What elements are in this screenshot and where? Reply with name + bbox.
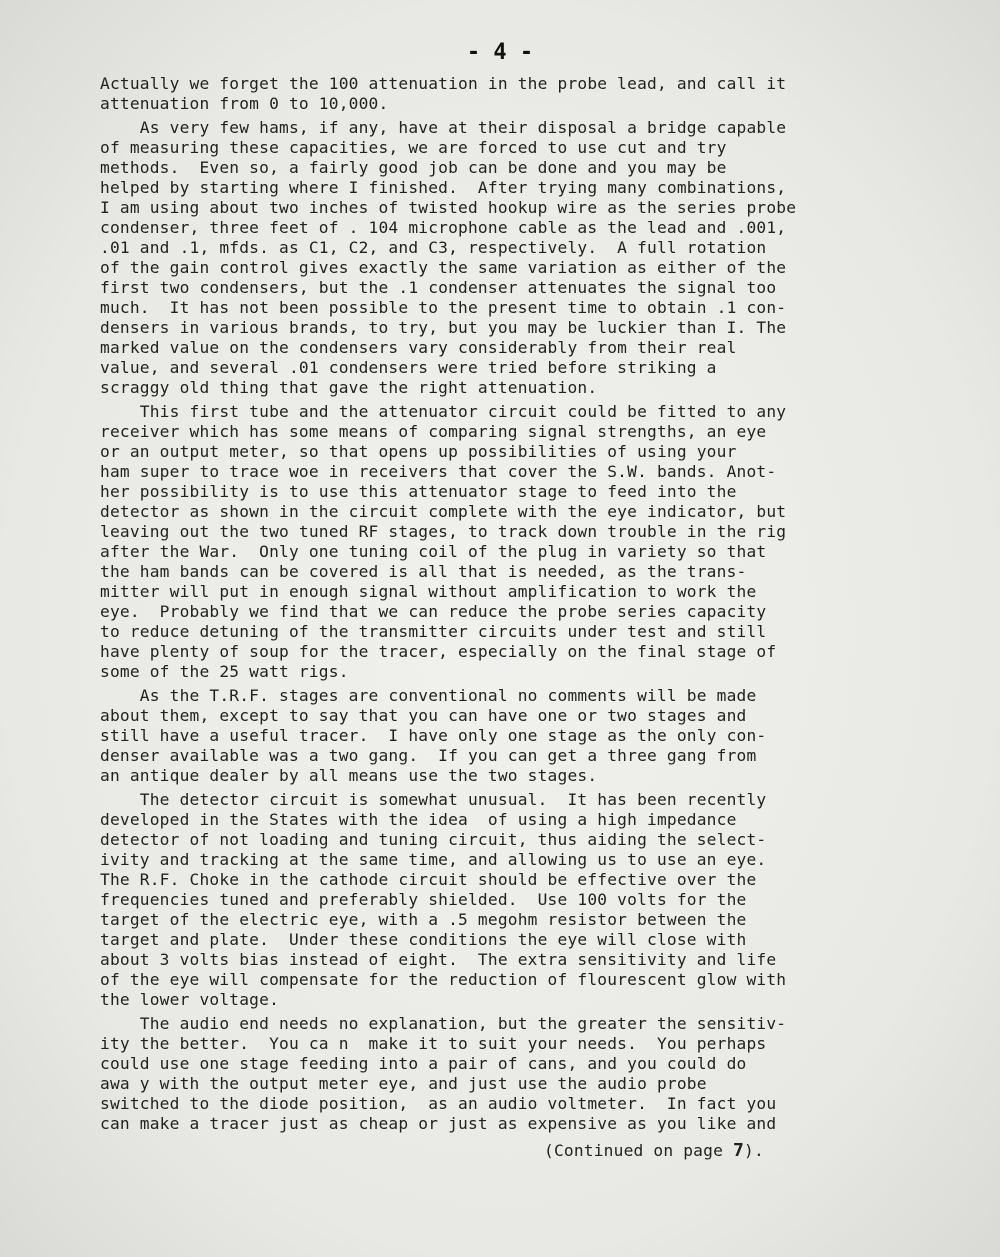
- text-line: of the gain control gives exactly the same variation as either of the: [100, 258, 787, 277]
- text-line: The detector circuit is somewhat unusual. It has been recently: [100, 790, 767, 809]
- text-line: densers in various brands, to try, but you may be luckier than I. The: [100, 318, 787, 337]
- text-line: leaving out the two tuned RF stages, to track down trouble in the rig: [100, 522, 787, 541]
- text-line: frequencies tuned and preferably shielded. Use 100 volts for the: [100, 890, 747, 909]
- text-line: ivity and tracking at the same time, and allowing us to use an eye.: [100, 850, 767, 869]
- text-line: marked value on the condensers vary considerably from their real: [100, 338, 737, 357]
- text-line: target and plate. Under these conditions the eye will close with: [100, 930, 747, 949]
- text-line: about 3 volts bias instead of eight. The extra sensitivity and life: [100, 950, 777, 969]
- page-number: - 4 -: [466, 40, 534, 65]
- text-line: This first tube and the attenuator circuit could be fitted to any: [100, 402, 787, 421]
- text-line: or an output meter, so that opens up possibilities of using your: [100, 442, 737, 461]
- text-line: of the eye will compensate for the reduction of flourescent glow with: [100, 970, 787, 989]
- text-line: attenuation from 0 to 10,000.: [100, 94, 389, 113]
- text-line: The R.F. Choke in the cathode circuit should be effective over the: [100, 870, 757, 889]
- text-line: awa y with the output meter eye, and just use the audio probe: [100, 1074, 707, 1093]
- text-line: the lower voltage.: [100, 990, 280, 1009]
- text-line: after the War. Only one tuning coil of the plug in variety so that: [100, 542, 767, 561]
- continued-prefix: (Continued on page: [544, 1141, 733, 1160]
- text-line: some of the 25 watt rigs.: [100, 662, 349, 681]
- text-line: Actually we forget the 100 attenuation in the probe lead, and call it: [100, 74, 787, 93]
- text-line: As very few hams, if any, have at their disposal a bridge capable: [100, 118, 787, 137]
- text-line: have plenty of soup for the tracer, especially on the final stage of: [100, 642, 777, 661]
- continued-note: [544, 1140, 764, 1161]
- text-line: detector as shown in the circuit complete with the eye indicator, but: [100, 502, 787, 521]
- text-line: still have a useful tracer. I have only one stage as the only con-: [100, 726, 767, 745]
- text-line: can make a tracer just as cheap or just as expensive as you like and: [100, 1114, 777, 1133]
- text-line: I am using about two inches of twisted hookup wire as the series probe: [100, 198, 797, 217]
- text-line: eye. Probably we find that we can reduce the probe series capacity: [100, 602, 767, 621]
- continued-suffix: ).: [744, 1141, 764, 1160]
- text-line: could use one stage feeding into a pair of cans, and you could do: [100, 1054, 747, 1073]
- text-line: first two condensers, but the .1 condenser attenuates the signal too: [100, 278, 777, 297]
- text-line: about them, except to say that you can have one or two stages and: [100, 706, 747, 725]
- text-line: developed in the States with the idea of using a high impedance: [100, 810, 737, 829]
- text-line: to reduce detuning of the transmitter circuits under test and still: [100, 622, 767, 641]
- text-line: ity the better. You ca n make it to suit your needs. You perhaps: [100, 1034, 767, 1053]
- text-line: methods. Even so, a fairly good job can be done and you may be: [100, 158, 727, 177]
- text-line: switched to the diode position, as an audio voltmeter. In fact you: [100, 1094, 777, 1113]
- text-line: receiver which has some means of comparing signal strengths, an eye: [100, 422, 767, 441]
- text-line: of measuring these capacities, we are forced to use cut and try: [100, 138, 727, 157]
- text-line: mitter will put in enough signal without amplification to work the: [100, 582, 757, 601]
- body-text: [100, 74, 932, 1134]
- text-line: the ham bands can be covered is all that is needed, as the trans-: [100, 562, 747, 581]
- text-line: The audio end needs no explanation, but the greater the sensitiv-: [100, 1014, 787, 1033]
- text-line: an antique dealer by all means use the two stages.: [100, 766, 598, 785]
- text-line: her possibility is to use this attenuator stage to feed into the: [100, 482, 737, 501]
- continued-page: 7: [732, 1140, 745, 1161]
- text-line: value, and several .01 condensers were tried before striking a: [100, 358, 717, 377]
- text-line: denser available was a two gang. If you can get a three gang from: [100, 746, 757, 765]
- text-line: condenser, three feet of . 104 microphone cable as the lead and .001,: [100, 218, 787, 237]
- text-line: As the T.R.F. stages are conventional no comments will be made: [100, 686, 757, 705]
- text-line: target of the electric eye, with a .5 megohm resistor between the: [100, 910, 747, 929]
- text-line: ham super to trace woe in receivers that cover the S.W. bands. Anot-: [100, 462, 777, 481]
- text-line: scraggy old thing that gave the right attenuation.: [100, 378, 598, 397]
- text-line: much. It has not been possible to the present time to obtain .1 con-: [100, 298, 787, 317]
- text-line: .01 and .1, mfds. as C1, C2, and C3, respectively. A full rotation: [100, 238, 767, 257]
- text-line: helped by starting where I finished. After trying many combinations,: [100, 178, 787, 197]
- text-line: detector of not loading and tuning circuit, thus aiding the select-: [100, 830, 767, 849]
